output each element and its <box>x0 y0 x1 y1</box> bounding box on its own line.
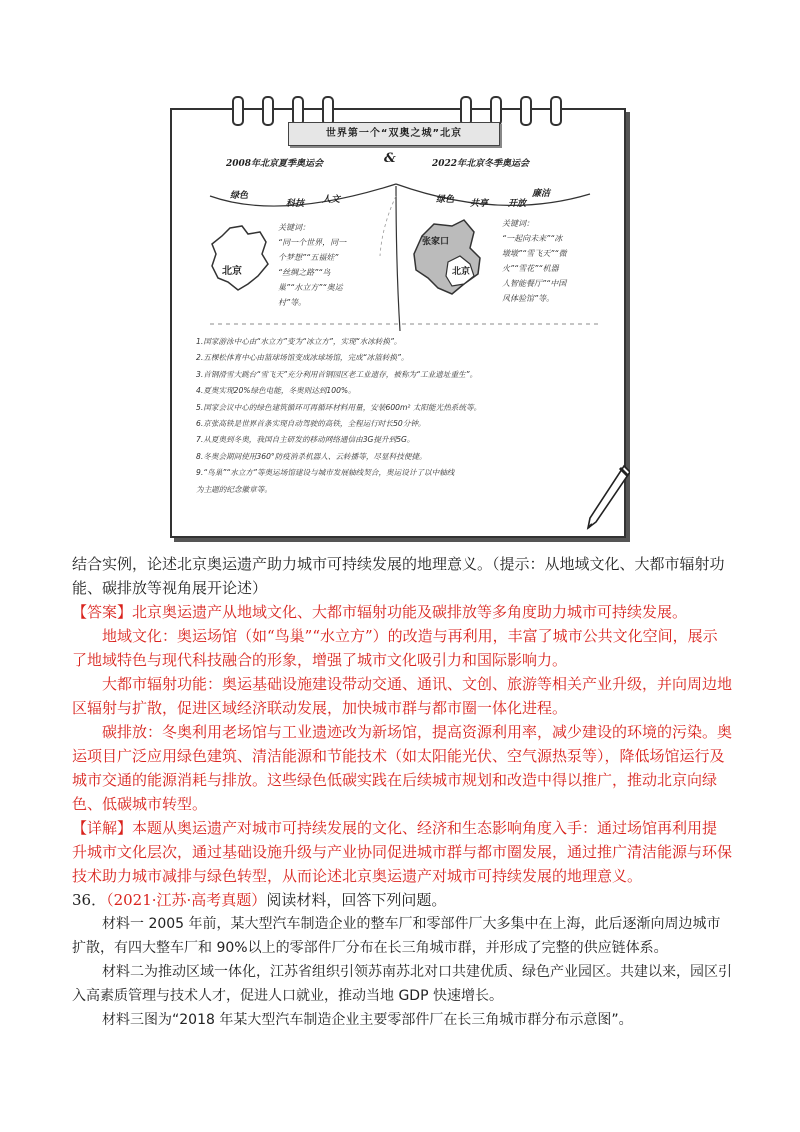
list-item: 2.五棵松体育中心由篮球场馆变成冰球场馆，完成“冰篮转换”。 <box>196 353 409 363</box>
list-item: 9.“鸟巢”“水立方”等奥运场馆建设与城市发展轴线契合，奥运设计了以中轴线 <box>196 468 455 478</box>
beijing-label: 北京 <box>222 266 242 277</box>
question-prompt: 阅读材料，回答下列问题。 <box>266 891 447 909</box>
answer-radiation: 大都市辐射功能：奥运基础设施建设带动交通、通讯、文创、旅游等相关产业升级，并向周边地区辐射与扩散，促进区域经济联动发展，加快城市群与都市圈一体化进程。 <box>72 675 733 717</box>
ring-icon <box>520 96 532 126</box>
keyword-share: 共享 <box>470 199 489 209</box>
keyword-clean: 廉洁 <box>532 189 551 199</box>
right-heading: 2022年北京冬季奥运会 <box>432 159 530 169</box>
material-1: 材料一 2005 年前，某大型汽车制造企业的整车厂和零部件厂大多集中在上海，此后逐渐向周边城市扩散，有四大整车厂和 90%以上的零部件厂分布在长三角城市群，并形成了完整的供应链体系。 <box>72 916 721 956</box>
list-item: 7.从夏奥到冬奥，我国自主研发的移动网络通信由3G提升到5G。 <box>196 435 415 445</box>
beijing-label-right: 北京 <box>452 267 471 277</box>
question-source: （2021·江苏·高考真题） <box>106 891 267 909</box>
list-item: 1.国家游泳中心由“水立方”变为“冰立方”，实现“水冰转换”。 <box>196 337 402 346</box>
left-keyword-block: 关键词： “同一个世界，同一 个梦想”“五福娃” “丝绸之路”“鸟 巢”“水立方”“奥运 村”等。 <box>278 223 347 307</box>
list-item: 4.夏奥实现20%绿色电能，冬奥则达到100%。 <box>196 386 356 396</box>
beijing-map-icon <box>208 224 272 294</box>
list-item: 5.国家会议中心的绿色建筑循环可再循环材料用量，安装600m² 太阳能光热系统等。 <box>196 402 482 412</box>
left-heading: 2008年北京夏季奥运会 <box>226 159 324 169</box>
detail-label: 【详解】 <box>72 819 133 837</box>
question-number: 36． <box>72 891 107 909</box>
ring-icon <box>232 96 244 126</box>
pen-icon <box>584 464 630 530</box>
answer-carbon: 碳排放：冬奥利用老场馆与工业遗迹改为新场馆，提高资源利用率，减少建设的环境的污染。奥运项目广泛应用绿色建筑、清洁能源和节能技术（如太阳能光伏、空气源热泵等），降低场馆运行及城市交通的能源消耗与排放。这些绿色低碳实践在后续城市规划和改造中得以推广，推动北京向绿色、低碳城市转型。 <box>72 723 733 813</box>
ring-icon <box>550 96 562 126</box>
list-item: 6.京张高铁是世界首条实现自动驾驶的高铁，全程运行时长50分钟。 <box>196 419 426 429</box>
answer-lead: 【答案】北京奥运遗产从地域文化、大都市辐射功能及碳排放等多角度助力城市可持续发展。 <box>72 603 688 621</box>
zhangjiakou-label: 张家口 <box>422 237 450 247</box>
notebook-illustration <box>170 96 630 541</box>
ring-icon <box>262 96 274 126</box>
answer-label: 【答案】 <box>72 603 133 621</box>
detail-paragraph: 【详解】本题从奥运遗产对城市可持续发展的文化、经济和生态影响角度入手：通过场馆再利用提升城市文化层次，通过基础设施升级与产业协同促进城市群与都市圈发展，通过推广清洁能源与环保技术助力城市减排与绿色转型，从而论述北京奥运遗产对城市可持续发展的地理意义。 <box>72 819 733 885</box>
zhangjiakou-beijing-map-icon <box>408 214 498 304</box>
question-text: 结合实例，论述北京奥运遗产助力城市可持续发展的地理意义。（提示：从地域文化、大都市辐射功能、碳排放等视角展开论述） <box>72 555 725 597</box>
illustration-title: 世界第一个“双奥之城”北京 <box>288 122 500 146</box>
keyword-open: 开放 <box>508 199 527 209</box>
keyword-green-right: 绿色 <box>436 195 455 205</box>
keyword-green-left: 绿色 <box>230 191 249 201</box>
keyword-culture: 人文 <box>322 195 341 205</box>
keyword-tech: 科技 <box>286 199 305 209</box>
amp-symbol: & <box>384 151 396 166</box>
answer-culture: 地域文化：奥运场馆（如“鸟巢”“水立方”）的改造与再利用，丰富了城市公共文化空间，展示了地域特色与现代科技融合的形象，增强了城市文化吸引力和国际影响力。 <box>72 627 718 669</box>
material-2: 材料二为推动区域一体化，江苏省组织引领苏南苏北对口共建优质、绿色产业园区。共建以来，园区引入高素质管理与技术人才，促进人口就业，推动当地 GDP 快速增长。 <box>72 964 732 1004</box>
question-36 <box>72 888 732 912</box>
material-3: 材料三图为“2018 年某大型汽车制造企业主要零部件厂在长三角城市群分布示意图”。 <box>102 1012 633 1028</box>
right-keyword-block: 关键词： “一起向未来”“冰 墩墩”“雪飞天”“微 火”“雪花”“机器 人智能餐厅”“中国 风体验馆”等。 <box>502 219 567 303</box>
legacy-list <box>196 334 596 498</box>
list-item: 为主题的纪念徽章等。 <box>196 484 272 494</box>
list-item: 8.冬奥会期间使用360°防疫消杀机器人、云转播等，尽显科技便捷。 <box>196 451 427 461</box>
list-item: 3.首钢滑雪大跳台“雪飞天”充分利用首钢园区老工业遗存，被称为“工业遗址重生”。 <box>196 369 478 379</box>
